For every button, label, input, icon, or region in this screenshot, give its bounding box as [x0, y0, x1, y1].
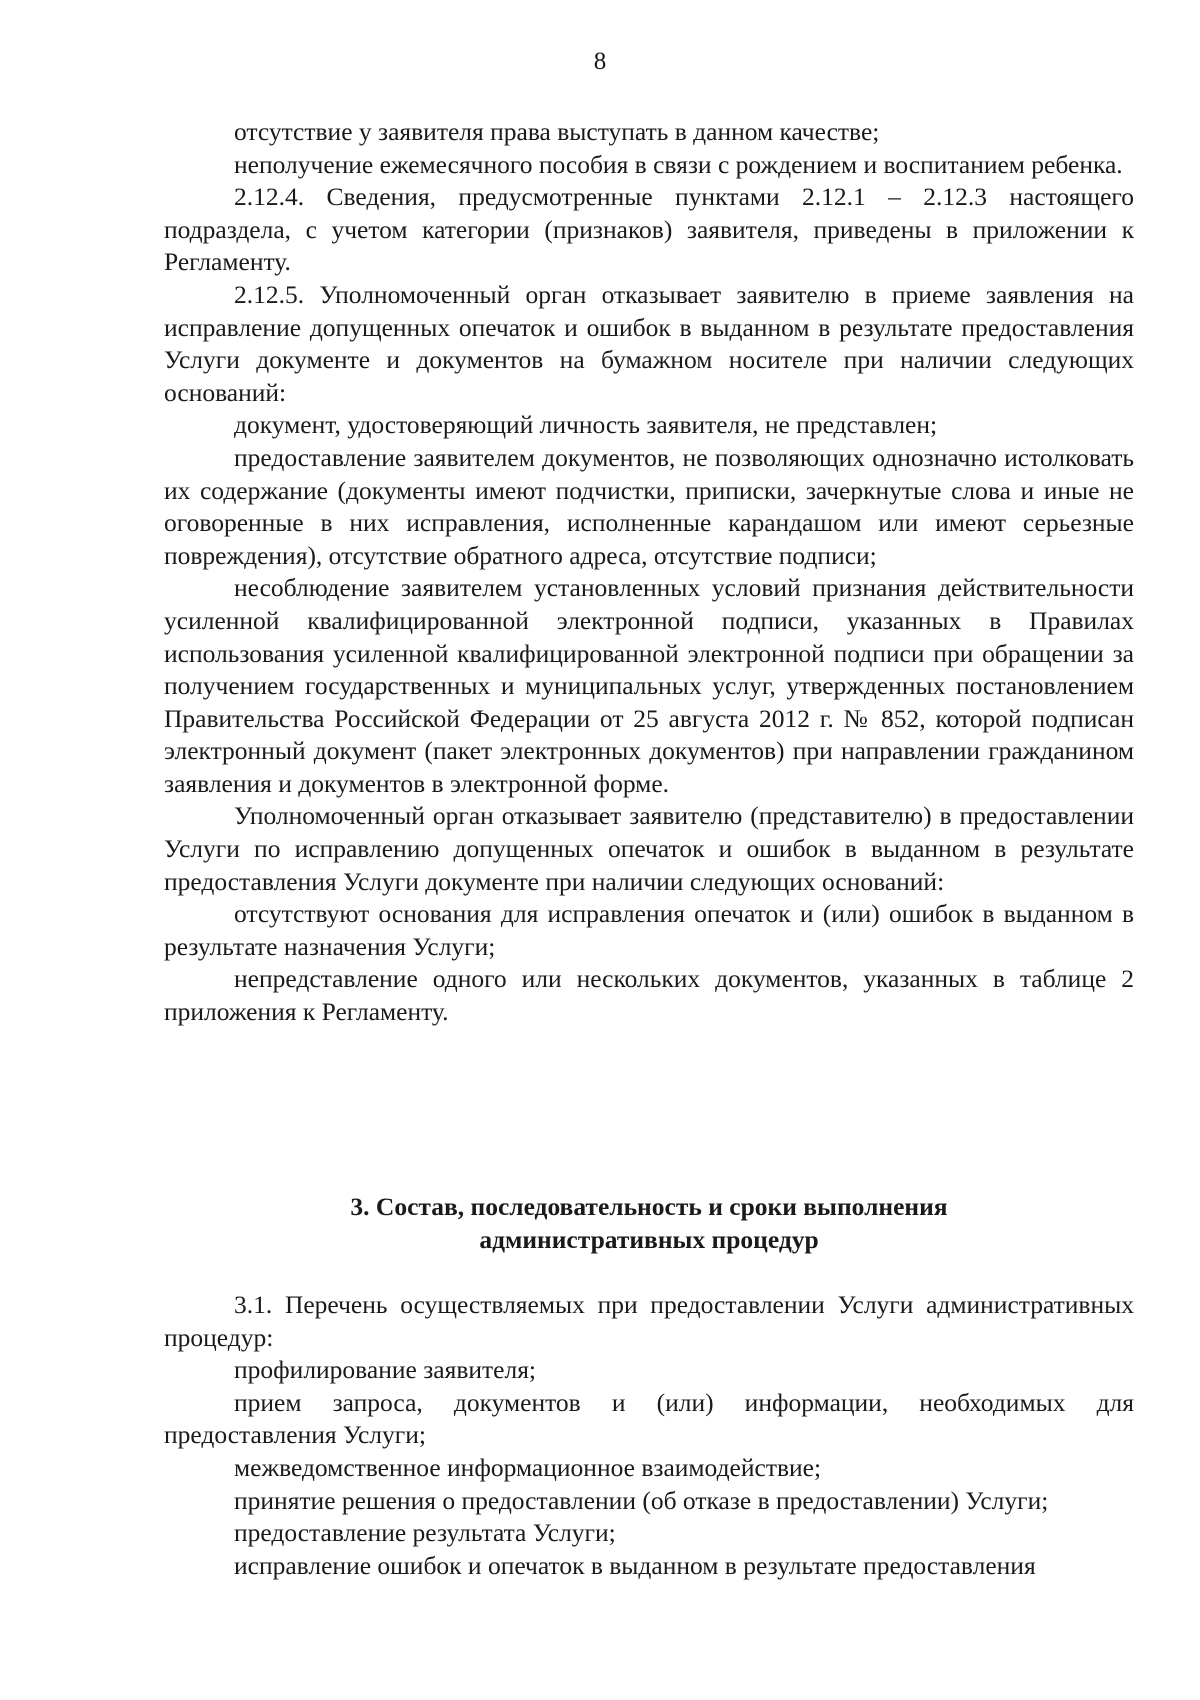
paragraph: отсутствуют основания для исправления опечаток и (или) ошибок в выданном в результате назначения Услуги; — [164, 899, 1134, 961]
paragraph: несоблюдение заявителем установленных условий признания действительности усиленной квалифицированной электронной подписи, указанных в Правилах использования усиленной квалифицированной электронной подписи при обращении за получением государственных и муниципальных услуг, утвержденных постановлением Правительства Российской Федерации от 25 августа 2012 г. № 852, которой подписан электронный документ (пакет электронных документов) при направлении гражданином заявления и документов в электронной форме. — [164, 573, 1134, 798]
body-text-lower — [164, 1289, 1134, 1582]
list-item: предоставление результата Услуги; — [234, 1518, 616, 1548]
paragraph: неполучение ежемесячного пособия в связи с рождением и воспитанием ребенка. — [234, 149, 1123, 179]
paragraph: 2.12.4. Сведения, предусмотренные пунктами 2.12.1 – 2.12.3 настоящего подраздела, с учетом категории (признаков) заявителя, приведены в приложении к Регламенту. — [164, 182, 1134, 277]
list-item: исправление ошибок и опечаток в выданном в результате предоставления — [234, 1550, 1036, 1580]
paragraph: Уполномоченный орган отказывает заявителю (представителю) в предоставлении Услуги по исправлению допущенных опечаток и ошибок в выданном в результате предоставления Услуги документе при наличии следующих оснований: — [164, 801, 1134, 896]
paragraph: отсутствие у заявителя права выступать в данном качестве; — [234, 117, 880, 146]
paragraph: документ, удостоверяющий личность заявителя, не представлен; — [234, 410, 938, 440]
list-item: прием запроса, документов и (или) информации, необходимых для предоставления Услуги; — [164, 1387, 1134, 1450]
page-number: 8 — [593, 48, 607, 75]
paragraph: предоставление заявителем документов, не позволяющих однозначно истолковать их содержание (документы имеют подчистки, приписки, зачеркнутые слова и иные не оговоренные в них исправления, исполненные карандашом или имеют серьезные повреждения), отсутствие обратного адреса, отсутствие подписи; — [164, 442, 1134, 570]
paragraph: непредставление одного или нескольких документов, указанных в таблице 2 приложения к Регламенту. — [164, 964, 1134, 1027]
paragraph: 3.1. Перечень осуществляемых при предоставлении Услуги административных процедур: — [164, 1290, 1134, 1352]
body-text-upper — [164, 116, 1134, 1029]
paragraph: 2.12.5. Уполномоченный орган отказывает заявителю в приеме заявления на исправление допущенных опечаток и ошибок в выданном в результате предоставления Услуги документе и документов на бумажном носителе при наличии следующих оснований: — [164, 279, 1134, 407]
list-item: межведомственное информационное взаимодействие; — [234, 1452, 822, 1482]
section-heading — [164, 1190, 1134, 1256]
list-item: профилирование заявителя; — [234, 1355, 537, 1385]
section-heading-line: административных процедур — [479, 1225, 819, 1254]
list-item: принятие решения о предоставлении (об отказе в предоставлении) Услуги; — [234, 1485, 1049, 1515]
section-heading-line: 3. Состав, последовательность и сроки выполнения — [350, 1192, 948, 1221]
